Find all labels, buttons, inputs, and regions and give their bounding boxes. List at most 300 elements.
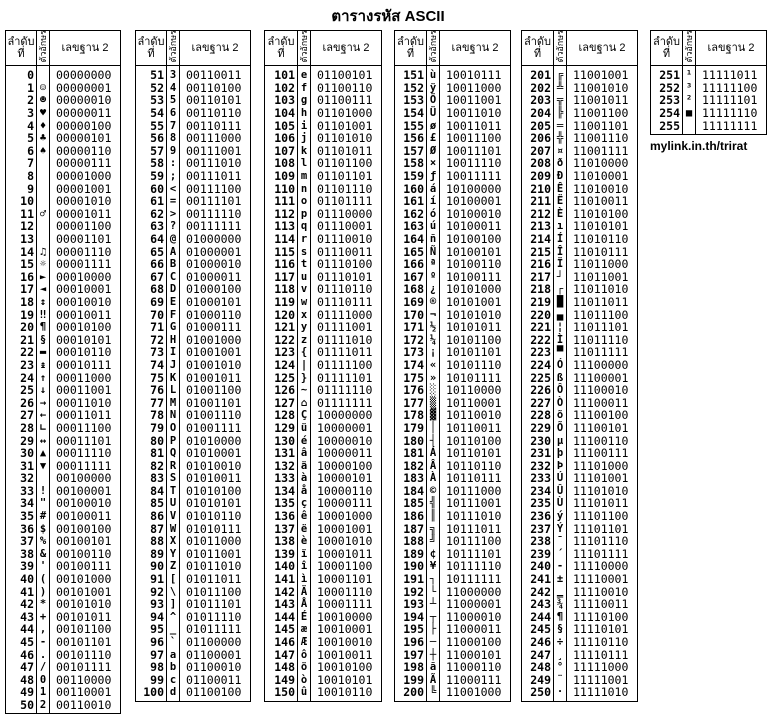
code-cell: 128 <box>265 409 298 422</box>
char-header <box>298 31 311 66</box>
code-cell: 37 <box>6 535 37 548</box>
code-cell: 172 <box>395 333 427 346</box>
char-cell: 4 <box>167 82 180 95</box>
binary-cell: 10111011 <box>440 522 511 535</box>
table-row <box>522 132 638 145</box>
binary-cell: 11011011 <box>567 296 638 309</box>
binary-cell: 11010010 <box>567 182 638 195</box>
table-row <box>522 485 638 498</box>
code-cell: 0 <box>6 66 37 82</box>
table-row <box>522 611 638 624</box>
code-cell: 209 <box>522 170 554 183</box>
code-cell: 225 <box>522 371 554 384</box>
code-cell: 167 <box>395 271 427 284</box>
code-cell: 140 <box>265 560 298 573</box>
binary-cell: 01011101 <box>180 598 251 611</box>
table-row <box>395 535 511 548</box>
binary-cell: 11000000 <box>440 585 511 598</box>
table-row <box>265 548 382 561</box>
char-cell: Ó <box>554 359 567 372</box>
code-cell: 25 <box>6 384 37 397</box>
binary-cell: 11100001 <box>567 371 638 384</box>
char-cell: ╠ <box>554 107 567 120</box>
char-cell: _ <box>167 623 180 636</box>
char-cell: é <box>298 434 311 447</box>
char-cell: Q <box>167 447 180 460</box>
code-cell: 124 <box>265 359 298 372</box>
binary-cell: 11110000 <box>567 560 638 573</box>
table-row <box>136 573 251 586</box>
char-cell: ♫ <box>37 245 50 258</box>
table-row <box>6 598 121 611</box>
binary-cell: 00110110 <box>180 107 251 120</box>
code-cell: 255 <box>651 119 683 134</box>
char-cell: ▒ <box>427 396 440 409</box>
binary-cell: 10011011 <box>440 119 511 132</box>
table-row <box>6 208 121 221</box>
binary-cell: 11011110 <box>567 333 638 346</box>
char-cell: Ö <box>427 94 440 107</box>
code-cell: 239 <box>522 548 554 561</box>
code-cell: 20 <box>6 321 37 334</box>
table-row <box>522 472 638 485</box>
char-cell: · <box>554 686 567 701</box>
binary-cell: 10010101 <box>311 674 382 687</box>
char-cell: Ê <box>554 182 567 195</box>
table-row <box>522 648 638 661</box>
table-row <box>6 119 121 132</box>
code-cell: 18 <box>6 296 37 309</box>
char-cell: - <box>37 636 50 649</box>
code-cell: 194 <box>395 611 427 624</box>
code-cell: 113 <box>265 220 298 233</box>
char-cell: * <box>37 598 50 611</box>
table-row <box>395 623 511 636</box>
char-cell <box>37 170 50 183</box>
order-header: ลำดับที่ <box>395 31 427 66</box>
binary-cell: 10000010 <box>311 434 382 447</box>
char-cell: @ <box>167 233 180 246</box>
code-cell: 236 <box>522 510 554 523</box>
binary-cell: 11011010 <box>567 283 638 296</box>
char-cell: « <box>427 359 440 372</box>
binary-cell: 10111111 <box>440 573 511 586</box>
table-row <box>395 271 511 284</box>
binary-cell: 01110110 <box>311 283 382 296</box>
table-row <box>651 82 767 95</box>
table-row <box>265 396 382 409</box>
code-cell: 146 <box>265 636 298 649</box>
char-cell: ƒ <box>427 170 440 183</box>
binary-cell: 10000101 <box>311 472 382 485</box>
code-cell: 182 <box>395 459 427 472</box>
char-cell <box>37 157 50 170</box>
table-row <box>6 497 121 510</box>
binary-cell: 00011100 <box>50 422 121 435</box>
binary-cell: 10111100 <box>440 535 511 548</box>
binary-cell: 00110000 <box>50 674 121 687</box>
char-cell: m <box>298 170 311 183</box>
code-cell: 24 <box>6 371 37 384</box>
code-cell: 207 <box>522 145 554 158</box>
char-cell: ☻ <box>37 94 50 107</box>
char-cell: À <box>427 472 440 485</box>
binary-cell: 11111100 <box>696 82 767 95</box>
code-cell: 49 <box>6 686 37 699</box>
char-cell: ° <box>554 661 567 674</box>
table-row <box>136 195 251 208</box>
table-row <box>6 308 121 321</box>
header-row <box>6 31 121 66</box>
code-cell: 50 <box>6 699 37 714</box>
char-cell: ÷ <box>554 636 567 649</box>
ascii-table-5 <box>521 30 638 702</box>
code-cell: 55 <box>136 119 167 132</box>
char-cell: ] <box>167 598 180 611</box>
table-row <box>395 208 511 221</box>
binary-header: เลขฐาน 2 <box>567 31 638 66</box>
char-cell: # <box>37 510 50 523</box>
code-cell: 45 <box>6 636 37 649</box>
char-cell: õ <box>554 409 567 422</box>
code-cell: 161 <box>395 195 427 208</box>
table-row <box>6 648 121 661</box>
char-cell: L <box>167 384 180 397</box>
table-row <box>136 308 251 321</box>
code-cell: 118 <box>265 283 298 296</box>
char-cell: » <box>427 371 440 384</box>
char-cell: ^ <box>167 611 180 624</box>
char-cell: © <box>427 485 440 498</box>
binary-cell: 00010001 <box>50 283 121 296</box>
binary-cell: 01101010 <box>311 132 382 145</box>
binary-cell: 10000000 <box>311 409 382 422</box>
table-row <box>6 157 121 170</box>
binary-cell: 11011100 <box>567 308 638 321</box>
binary-cell: 00001000 <box>50 170 121 183</box>
code-cell: 159 <box>395 170 427 183</box>
binary-cell: 10111010 <box>440 510 511 523</box>
char-cell: S <box>167 472 180 485</box>
table-row <box>395 296 511 309</box>
binary-cell: 00011000 <box>50 371 121 384</box>
table-row <box>395 472 511 485</box>
table-row <box>265 636 382 649</box>
code-cell: 240 <box>522 560 554 573</box>
code-cell: 153 <box>395 94 427 107</box>
table-row <box>6 359 121 372</box>
binary-cell: 10000001 <box>311 422 382 435</box>
code-cell: 150 <box>265 686 298 701</box>
table-row <box>6 296 121 309</box>
table-row <box>136 497 251 510</box>
char-header-label: ตัวอักษร <box>38 30 48 63</box>
char-cell: { <box>298 346 311 359</box>
char-cell: ┬ <box>427 611 440 624</box>
binary-cell: 00101001 <box>50 585 121 598</box>
binary-cell: 01001000 <box>180 333 251 346</box>
binary-cell: 00101000 <box>50 573 121 586</box>
code-cell: 29 <box>6 434 37 447</box>
binary-cell: 00100001 <box>50 485 121 498</box>
binary-cell: 01000100 <box>180 283 251 296</box>
code-cell: 155 <box>395 119 427 132</box>
code-cell: 54 <box>136 107 167 120</box>
char-cell: H <box>167 333 180 346</box>
table-row <box>136 66 251 82</box>
code-cell: 210 <box>522 182 554 195</box>
binary-cell: 11010011 <box>567 195 638 208</box>
char-header <box>683 31 696 66</box>
table-row <box>136 182 251 195</box>
binary-cell: 01100100 <box>180 686 251 701</box>
char-cell: ╩ <box>554 82 567 95</box>
table-row <box>395 674 511 687</box>
ascii-table-2 <box>135 30 251 702</box>
code-cell: 71 <box>136 321 167 334</box>
char-cell: < <box>167 182 180 195</box>
table-row <box>265 648 382 661</box>
binary-cell: 10001100 <box>311 560 382 573</box>
char-cell: ¹ <box>683 66 696 82</box>
binary-cell: 10010011 <box>311 648 382 661</box>
code-cell: 181 <box>395 447 427 460</box>
char-cell: ' <box>37 560 50 573</box>
char-header-label: ตัวอักษร <box>428 30 438 63</box>
code-cell: 62 <box>136 208 167 221</box>
binary-cell: 01010111 <box>180 522 251 535</box>
table-row <box>136 686 251 701</box>
table-row <box>395 510 511 523</box>
char-cell: \ <box>167 585 180 598</box>
table-row <box>395 585 511 598</box>
code-cell: 110 <box>265 182 298 195</box>
binary-cell: 11000010 <box>440 611 511 624</box>
code-cell: 189 <box>395 548 427 561</box>
char-cell: c <box>167 674 180 687</box>
table-row <box>265 674 382 687</box>
code-cell: 59 <box>136 170 167 183</box>
ascii-table-4 <box>394 30 511 702</box>
char-cell: ┌ <box>554 283 567 296</box>
code-cell: 104 <box>265 107 298 120</box>
code-cell: 116 <box>265 258 298 271</box>
table-row <box>395 384 511 397</box>
table-row <box>522 674 638 687</box>
char-cell: Æ <box>298 636 311 649</box>
code-cell: 183 <box>395 472 427 485</box>
char-cell: : <box>167 157 180 170</box>
char-cell: ß <box>554 371 567 384</box>
code-cell: 56 <box>136 132 167 145</box>
table-row <box>136 271 251 284</box>
code-cell: 14 <box>6 245 37 258</box>
code-cell: 7 <box>6 157 37 170</box>
char-cell: Ï <box>554 258 567 271</box>
binary-cell: 01001101 <box>180 396 251 409</box>
table-row <box>6 94 121 107</box>
binary-cell: 00111110 <box>180 208 251 221</box>
char-cell: = <box>167 195 180 208</box>
binary-cell: 11110001 <box>567 573 638 586</box>
binary-cell: 10101111 <box>440 371 511 384</box>
code-cell: 97 <box>136 648 167 661</box>
table-row <box>265 208 382 221</box>
code-cell: 85 <box>136 497 167 510</box>
table-row <box>136 472 251 485</box>
binary-cell: 01011000 <box>180 535 251 548</box>
code-cell: 48 <box>6 674 37 687</box>
char-cell: ─ <box>427 636 440 649</box>
table-row <box>395 119 511 132</box>
table-row <box>265 497 382 510</box>
char-cell: P <box>167 434 180 447</box>
code-cell: 34 <box>6 497 37 510</box>
char-cell: ð <box>554 157 567 170</box>
code-cell: 137 <box>265 522 298 535</box>
code-cell: 230 <box>522 434 554 447</box>
table-row <box>522 145 638 158</box>
table-row <box>522 321 638 334</box>
char-cell: u <box>298 271 311 284</box>
code-cell: 208 <box>522 157 554 170</box>
char-cell: q <box>298 220 311 233</box>
binary-cell: 10011001 <box>440 94 511 107</box>
char-header <box>37 31 50 66</box>
binary-cell: 11000011 <box>440 623 511 636</box>
code-cell: 23 <box>6 359 37 372</box>
table-row <box>522 560 638 573</box>
table-row <box>265 611 382 624</box>
table-row <box>395 321 511 334</box>
char-cell: p <box>298 208 311 221</box>
binary-cell: 01101001 <box>311 119 382 132</box>
binary-cell: 11010101 <box>567 220 638 233</box>
binary-cell: 10011100 <box>440 132 511 145</box>
binary-cell: 10101110 <box>440 359 511 372</box>
code-cell: 154 <box>395 107 427 120</box>
char-cell: ã <box>427 661 440 674</box>
binary-cell: 01000000 <box>180 233 251 246</box>
table-row <box>395 182 511 195</box>
code-cell: 33 <box>6 485 37 498</box>
binary-cell: 11111110 <box>696 107 767 120</box>
char-cell: V <box>167 510 180 523</box>
char-cell: 2 <box>37 699 50 714</box>
code-cell: 160 <box>395 182 427 195</box>
code-cell: 60 <box>136 182 167 195</box>
table-row <box>136 107 251 120</box>
code-cell: 139 <box>265 548 298 561</box>
code-cell: 238 <box>522 535 554 548</box>
binary-cell: 10000110 <box>311 485 382 498</box>
binary-cell: 11101101 <box>567 522 638 535</box>
binary-cell: 00000000 <box>50 66 121 82</box>
char-cell: ═ <box>554 119 567 132</box>
order-header: ลำดับที่ <box>522 31 554 66</box>
table-row <box>136 233 251 246</box>
binary-cell: 01101110 <box>311 182 382 195</box>
binary-cell: 01001010 <box>180 359 251 372</box>
code-cell: 82 <box>136 459 167 472</box>
binary-cell: 00101011 <box>50 611 121 624</box>
table-row <box>6 220 121 233</box>
table-row <box>395 522 511 535</box>
char-cell: E <box>167 296 180 309</box>
code-cell: 138 <box>265 535 298 548</box>
char-cell: 9 <box>167 145 180 158</box>
code-cell: 192 <box>395 585 427 598</box>
table-row <box>6 611 121 624</box>
char-cell: b <box>167 661 180 674</box>
binary-cell: 11111011 <box>696 66 767 82</box>
char-cell: l <box>298 157 311 170</box>
char-cell: ├ <box>427 623 440 636</box>
binary-cell: 10011111 <box>440 170 511 183</box>
char-cell: ª <box>427 258 440 271</box>
table-row <box>522 522 638 535</box>
header-row <box>651 31 767 66</box>
binary-cell: 01100011 <box>180 674 251 687</box>
table-row <box>522 258 638 271</box>
table-row <box>395 396 511 409</box>
table-row <box>265 66 382 82</box>
char-cell: I <box>167 346 180 359</box>
binary-header: เลขฐาน 2 <box>50 31 121 66</box>
char-cell: × <box>427 157 440 170</box>
binary-cell: 01010011 <box>180 472 251 485</box>
binary-cell: 01110000 <box>311 208 382 221</box>
binary-cell: 00011101 <box>50 434 121 447</box>
char-cell: Ô <box>554 384 567 397</box>
binary-cell: 10111000 <box>440 485 511 498</box>
code-cell: 68 <box>136 283 167 296</box>
code-cell: 218 <box>522 283 554 296</box>
table-row <box>136 560 251 573</box>
binary-cell: 00010100 <box>50 321 121 334</box>
binary-cell: 11001100 <box>567 107 638 120</box>
code-cell: 229 <box>522 422 554 435</box>
binary-cell: 00100010 <box>50 497 121 510</box>
binary-cell: 00101101 <box>50 636 121 649</box>
binary-cell: 10101100 <box>440 333 511 346</box>
binary-cell: 11100011 <box>567 396 638 409</box>
table-row <box>265 233 382 246</box>
char-cell: Y <box>167 548 180 561</box>
code-cell: 99 <box>136 674 167 687</box>
code-cell: 237 <box>522 522 554 535</box>
code-cell: 198 <box>395 661 427 674</box>
binary-cell: 00001001 <box>50 182 121 195</box>
char-cell: ú <box>427 220 440 233</box>
table-row <box>265 459 382 472</box>
table-row <box>522 296 638 309</box>
code-cell: 131 <box>265 447 298 460</box>
binary-cell: 11100101 <box>567 422 638 435</box>
char-cell: ³ <box>683 82 696 95</box>
binary-cell: 11001011 <box>567 94 638 107</box>
table-row <box>265 271 382 284</box>
char-cell: ↨ <box>37 359 50 372</box>
binary-cell: 00000011 <box>50 107 121 120</box>
table-row <box>6 182 121 195</box>
table-row <box>265 346 382 359</box>
table-row <box>395 434 511 447</box>
code-cell: 185 <box>395 497 427 510</box>
code-cell: 175 <box>395 371 427 384</box>
binary-cell: 11011111 <box>567 346 638 359</box>
char-cell: ô <box>298 648 311 661</box>
